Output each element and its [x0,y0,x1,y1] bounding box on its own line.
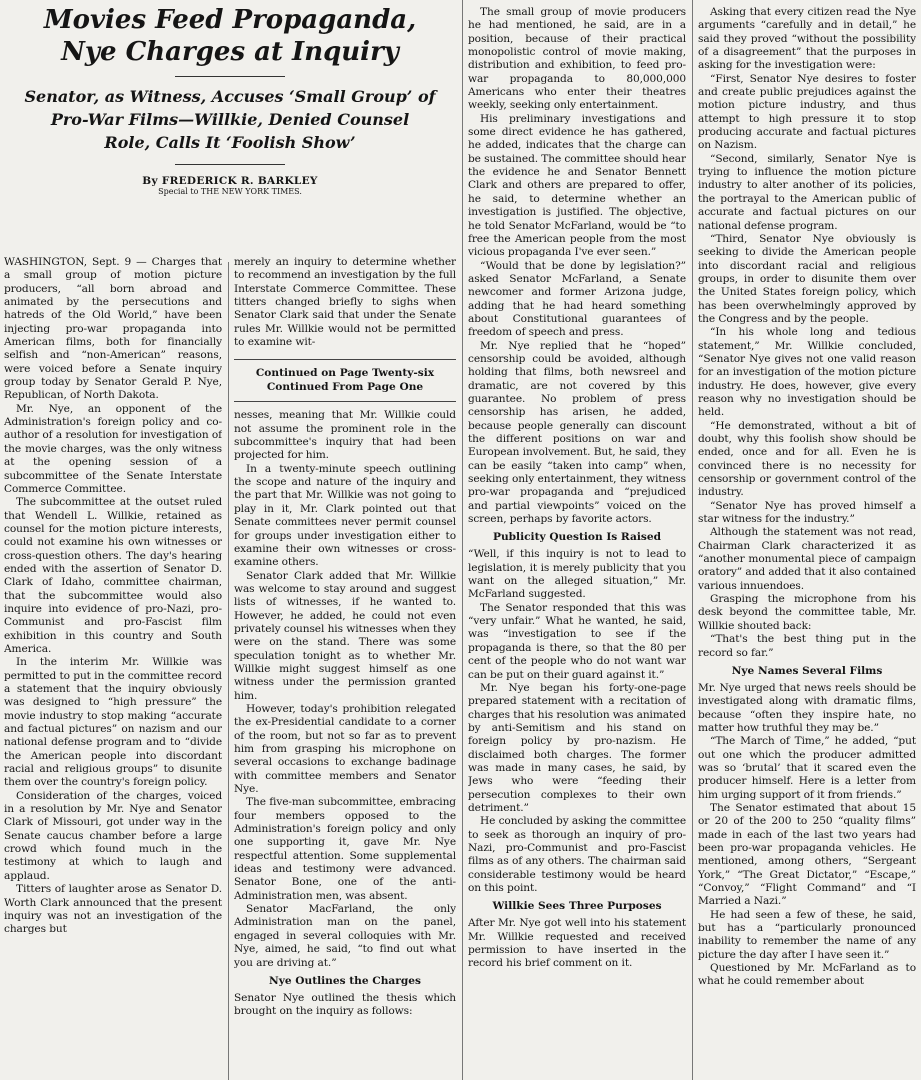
paragraph: Senator Clark added that Mr. Willkie was welcome to stay around and suggest lists of witnesses, if he wanted to. However, he added, he could not even privately counsel his witnesses when they were on the stand. There was some speculation tonight as to whether Mr. Willkie might suggest himself as one witness under the permission granted him. [234,569,456,702]
article-column-3 [468,6,686,1078]
paragraph: He concluded by asking the committee to seek as thorough an inquiry of pro-Nazi, pro-Communist and pro-Fascist films as of any others. The chairman said considerable testimony would be heard on this point. [468,815,686,894]
continued-notice [234,366,456,394]
article-column-4 [698,6,916,1078]
paragraph: After Mr. Nye got well into his statement Mr. Willkie requested and received permission to have inserted in the record his brief comment on it. [468,917,686,970]
paragraph: “Well, if this inquiry is not to lead to legislation, it is merely publicity that you want on the alleged situation,” Mr. McFarland suggested. [468,548,686,601]
paragraph: “The March of Time,” he added, “put out one which the producer admitted was so ‘brutal’ that it scared even the producer himself. Here is a letter from him urging support of it from friends.” [698,735,916,801]
paragraph: “He demonstrated, without a bit of doubt, why this foolish show should be ended, once and for all. Even he is convinced there is no necessity for censorship or government control of the industry. [698,419,916,499]
paragraph: In the interim Mr. Willkie was permitted to put in the committee record a statement that the inquiry obviously was designed to “high pressure” the movie industry to stop making “accurate and factual pictures” on nazism and our national defense program and to “divide the American people into discordant racial and religious groups” to disunite them over the country's foreign policy. [4,656,222,789]
divider [175,164,285,165]
paragraph: WASHINGTON, Sept. 9 — Charges that a small group of motion picture producers, “all born abroad and animated by the persecutions and hatreds of the Old World,” have been injecting pro-war propaganda into American films, both for financially selfish and “non-American” reasons, were voiced before a Senate inquiry group today by Senator Gerald P. Nye, Republican, of North Dakota. [4,256,222,402]
subheading: Nye Outlines the Charges [269,974,421,987]
deck-line-3: Role, Calls It ‘Foolish Show’ [104,133,356,152]
paragraph: Mr. Nye replied that he “hoped” censorship could be avoided, although holding that films, both newsreel and dramatic, are not covered by this guarantee. No problem of press censorship has arisen, he added, because people generally can discount the different positions on war and European involvement. But, he said, they can be easily “taken into camp” when, seeking only entertainment, they witness pro-war propaganda and “prejudiced and partial viewpoints” voiced on the screen, perhaps by favorite actors. [468,339,686,526]
paragraph: “First, Senator Nye desires to foster and create public prejudices against the motion picture industry, and thus attempt to high pressure it to stop producing accurate and factual pictures on Nazism. [698,72,916,152]
paragraph: “Third, Senator Nye obviously is seeking to divide the American people into discordant racial and religious groups, in order to disunite them over the United States foreign policy, which has been overwhelmingly approved by the Congress and by the people. [698,232,916,325]
divider [234,359,456,360]
subheading: Nye Names Several Films [731,664,883,677]
paragraph: Asking that every citizen read the Nye arguments “carefully and in detail,” he said they proved “without the possibility of a disagreement” that the purposes in asking for the investigation were: [698,6,916,72]
deck-line-1: Senator, as Witness, Accuses ‘Small Group’ of [24,87,436,106]
paragraph: “Second, similarly, Senator Nye is trying to influence the motion picture industry to alter another of its policies, the portrayal to the American public of accurate and factual pictures on our national defense program. [698,152,916,232]
special-credit: Special to THE NEW YORK TIMES. [158,187,302,196]
byline: By FREDERICK R. BARKLEY [142,175,318,187]
paragraph: Titters of laughter arose as Senator D. Worth Clark announced that the present inquiry was not an investigation of the charges but [4,883,222,936]
paragraph: “In his whole long and tedious statement,” Mr. Willkie concluded, “Senator Nye gives not one valid reason for an investigation of the motion picture industry. He does, however, give every reason why no investigation should be held. [698,326,916,419]
paragraph: Although the statement was not read, Chairman Clark characterized it as “another monumental piece of campaign oratory” and added that it also contained various innuendoes. [698,526,916,592]
subheading: Publicity Question Is Raised [492,531,661,544]
paragraph: “Would that be done by legislation?” asked Senator McFarland, a Senate newcomer and former Arizona judge, adding that he had heard something about Constitutional guarantees of freedom of speech and press. [468,259,686,339]
continued-line-1: Continued on Page Twenty-six [255,367,435,380]
paragraph: Mr. Nye urged that news reels should be investigated along with dramatic films, because “often they inspire hate, no matter how truthful they may be.” [698,681,916,734]
paragraph: nesses, meaning that Mr. Willkie could not assume the prominent role in the subcommittee's inquiry that had been projected for him. [234,409,456,462]
paragraph: He had seen a few of these, he said, but has a “particularly pronounced inability to remember the name of any picture the day after I have seen it.” [698,908,916,961]
deck-line-2: Pro-War Films—Willkie, Denied Counsel [50,110,410,129]
paragraph: Senator Nye outlined the thesis which brought on the inquiry as follows: [234,991,456,1018]
paragraph: Senator MacFarland, the only Administration man on the panel, engaged in several colloquies with Mr. Nye, aimed, he said, “to find out what you are driving at.” [234,903,456,969]
paragraph: The subcommittee at the outset ruled that Wendell L. Willkie, retained as counsel for the motion picture interests, could not examine his own witnesses or cross-question others. The day's hearing ended with the assertion of Senator D. Clark of Idaho, committee chairman, that the subcommittee would also inquire into evidence of pro-Nazi, pro-Communist and pro-Fascist film exhibition in this country and South America. [4,496,222,655]
paragraph: merely an inquiry to determine whether to recommend an investigation by the full Interstate Commerce Committee. These titters changed briefly to sighs when Senator Clark said that under the Senate rules Mr. Willkie would not be permitted to examine wit- [234,256,456,349]
paragraph: “That's the best thing put in the record so far.” [698,633,916,659]
paragraph: The Senator estimated that about 15 or 20 of the 200 to 250 “quality films” made in each of the last two years had been pro-war propaganda vehicles. He mentioned, among others, “Sergeant York,” “The Great Dictator,” “Escape,” “Convoy,” “Flight Command” and “I Married a Nazi.” [698,801,916,908]
paragraph: Questioned by Mr. McFarland as to what he could remember about [698,962,916,988]
article-column-1 [4,256,222,1078]
column-rule [692,0,693,1080]
paragraph: Mr. Nye, an opponent of the Administration's foreign policy and co-author of a resolution for investigation of the movie charges, was the only witness at the opening session of a subcommittee of the Senate Interstate Commerce Committee. [4,402,222,495]
continued-line-2: Continued From Page One [266,381,424,394]
divider [175,76,285,77]
headline-line-1: Movies Feed Propaganda, [43,5,417,35]
paragraph: The five-man subcommittee, embracing four members opposed to the Administration's foreign policy and only one supporting it, gave Mr. Nye respectful attention. Some supplemental ideas and testimony were advanced. Senator Bone, one of the anti-Administration men, was absent. [234,796,456,902]
headline-line-2: Nye Charges at Inquiry [61,37,399,67]
subheading: Willkie Sees Three Purposes [492,900,662,913]
article-column-2 [234,256,456,1078]
column-rule [462,0,463,1080]
paragraph: However, today's prohibition relegated the ex-Presidential candidate to a corner of the room, but not so far as to prevent him from grasping his microphone on several occasions to exchange badinage with committee members and Senator Nye. [234,702,456,796]
paragraph: The Senator responded that this was “very unfair.” What he wanted, he said, was “investigation to see if the propaganda is there, so that the 80 per cent of the people who do not want war can be put on their guard against it.” [468,601,686,681]
column-rule [228,262,229,1080]
paragraph: His preliminary investigations and some direct evidence he has gathered, he added, indicates that the charge can be sustained. The committee should hear the evidence he and Senator Bennett Clark and others are prepared to offer, he said, to determine whether an investigation is justified. The objective, he told Senator McFarland, would be “to free the American people from the most vicious propaganda I've ever seen.” [468,112,686,259]
paragraph: In a twenty-minute speech outlining the scope and nature of the inquiry and the part that Mr. Willkie was not going to play in it, Mr. Clark pointed out that Senate committees never permit counsel for groups under investigation either to examine their own witnesses or cross-examine others. [234,462,456,569]
paragraph: “Senator Nye has proved himself a star witness for the industry.” [698,499,916,526]
paragraph: Grasping the microphone from his desk beyond the committee table, Mr. Willkie shouted back: [698,593,916,632]
divider [234,401,456,402]
paragraph: The small group of movie producers he had mentioned, he said, are in a position, because of their practical monopolistic control of movie making, distribution and exhibition, to feed pro-war propaganda to 80,000,000 Americans who enter their theatres weekly, seeking only entertainment. [468,6,686,112]
paragraph: Consideration of the charges, voiced in a resolution by Mr. Nye and Senator Clark of Missouri, got under way in the Senate caucus chamber before a large crowd which found much in the testimony at which to laugh and applaud. [4,789,222,882]
headline-block [4,4,456,254]
paragraph: Mr. Nye began his forty-one-page prepared statement with a recitation of charges that his resolution was animated by anti-Semitism and his stand on foreign policy by pro-nazism. He disclaimed both charges. The former was made in many cases, he said, by Jews who were “feeding their persecution complexes to their own detriment.” [468,681,686,814]
